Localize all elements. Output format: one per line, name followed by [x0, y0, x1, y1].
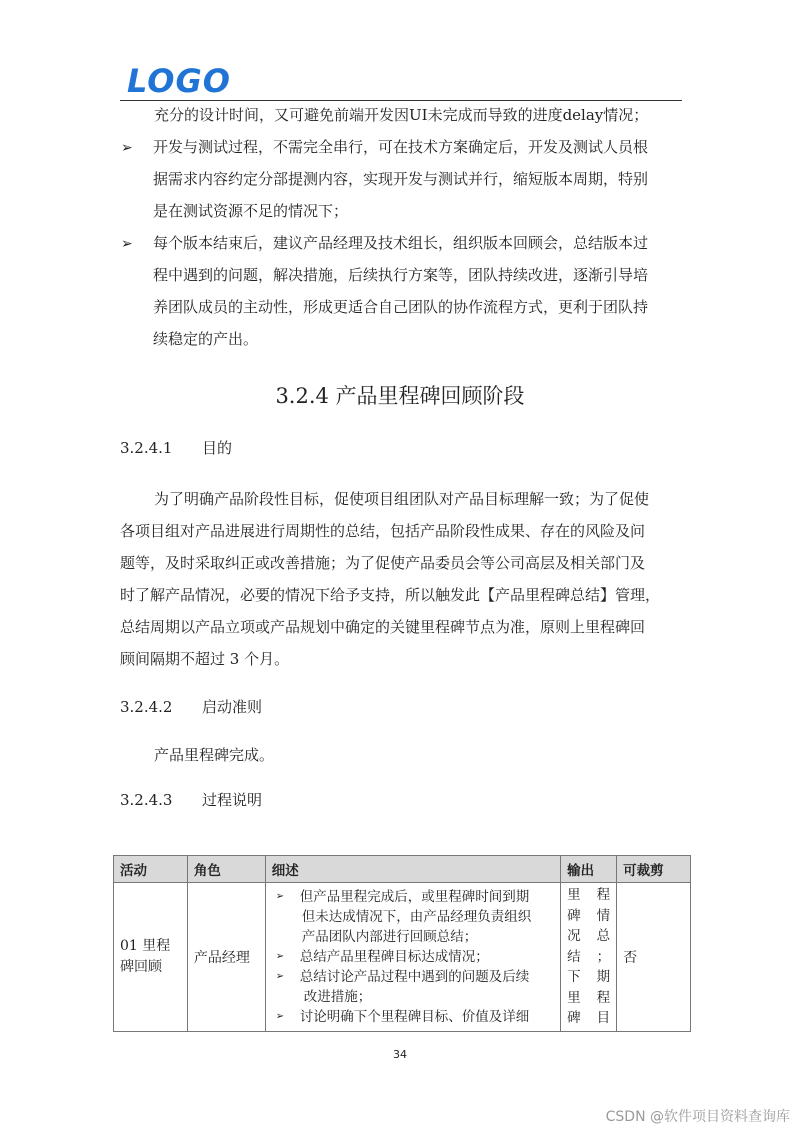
detail-item: [272, 887, 554, 947]
cell-activity: [114, 883, 188, 1032]
header-divider: [120, 100, 682, 101]
table-row: [114, 883, 691, 1032]
subsection-title: 过程说明: [202, 791, 263, 809]
bullet-arrow-icon: ➢: [275, 1010, 285, 1022]
header-role: 角色: [187, 856, 265, 883]
subsection-title: 目的: [202, 439, 233, 457]
header-detail: 细述: [265, 856, 560, 883]
header-activity: 活动: [114, 856, 188, 883]
detail-item: [272, 967, 554, 1007]
paragraph-line: 为了明确产品阶段性目标，促使项目组团队对产品目标理解一致；为了促使: [154, 490, 650, 508]
watermark: CSDN @软件项目资料查询库: [605, 1109, 790, 1125]
output-line: 里程: [567, 989, 611, 1006]
detail-line: 总结产品里程碑目标达成情况；: [299, 948, 489, 965]
table-header-row: [114, 856, 691, 883]
detail-line: 产品团队内部进行回顾总结；: [301, 928, 478, 945]
paragraph-line: 总结周期以产品立项或产品规划中确定的关键里程碑节点为准，原则上里程碑回: [120, 618, 646, 636]
bullet-line: 续稳定的产出。: [153, 330, 259, 348]
paragraph-line: 时了解产品情况，必要的情况下给予支持，所以触发此【产品里程碑总结】管理，: [120, 586, 661, 604]
detail-line: 改进措施；: [303, 988, 372, 1005]
activity-line: 碑回顾: [120, 958, 162, 975]
subsection-number: 3.2.4.1: [120, 439, 173, 457]
bullet-line: 养团队成员的主动性，形成更适合自己团队的协作流程方式，更利于团队持: [153, 298, 649, 316]
cell-output: [561, 883, 617, 1032]
bullet-line: 程中遇到的问题，解决措施，后续执行方案等，团队持续改进，逐渐引导培: [153, 266, 649, 284]
bullet-arrow-icon: ➢: [121, 140, 133, 156]
bullet-line: 每个版本结束后，建议产品经理及技术组长，组织版本回顾会，总结版本过: [153, 234, 649, 252]
output-line: 况总: [567, 928, 611, 944]
detail-line: 讨论明确下个里程碑目标、价值及详细: [299, 1008, 530, 1025]
bullet-arrow-icon: ➢: [275, 890, 285, 902]
paragraph-line: 顾间隔期不超过 3 个月。: [120, 650, 290, 668]
continuation-text: 充分的设计时间，又可避免前端开发因UI未完成而导致的进度delay情况；: [154, 106, 649, 124]
paragraph-line: 产品里程碑完成。: [154, 746, 275, 764]
bullet-arrow-icon: ➢: [275, 970, 285, 982]
bullet-arrow-icon: ➢: [121, 236, 133, 252]
detail-line: 总结讨论产品过程中遇到的问题及后续: [299, 968, 530, 985]
bullet-arrow-icon: ➢: [275, 950, 285, 962]
bullet-line: 据需求内容约定分部提测内容，实现开发与测试并行，缩短版本周期，特别: [153, 170, 649, 188]
detail-line: 但未达成情况下，由产品经理负责组织: [301, 908, 532, 925]
bullet-line: 是在测试资源不足的情况下；: [153, 202, 349, 220]
subsection-number: 3.2.4.3: [120, 791, 173, 809]
output-line: 碑目: [567, 1010, 611, 1026]
logo: LOGO: [127, 62, 231, 100]
detail-item: [272, 947, 554, 967]
output-line: 碑情: [567, 907, 611, 924]
process-table: [113, 855, 691, 1032]
output-line: 结；: [567, 948, 611, 965]
cell-role: 产品经理: [187, 883, 265, 1032]
activity-line: 01 里程: [120, 937, 171, 954]
section-title: 3.2.4 产品里程碑回顾阶段: [275, 384, 525, 408]
cell-detail: [265, 883, 560, 1032]
bullet-line: 开发与测试过程，不需完全串行，可在技术方案确定后，开发及测试人员根: [153, 138, 649, 156]
header-output: 输出: [561, 856, 617, 883]
subsection-number: 3.2.4.2: [120, 698, 173, 716]
cell-tailorable: 否: [617, 883, 691, 1032]
paragraph-line: 题等，及时采取纠正或改善措施；为了促使产品委员会等公司高层及相关部门及: [120, 554, 646, 572]
output-line: 下期: [567, 969, 611, 985]
page-number: 34: [393, 1048, 407, 1061]
detail-line: 但产品里程完成后，或里程碑时间到期: [299, 888, 530, 905]
header-tailorable: 可裁剪: [617, 856, 691, 883]
detail-item: [272, 1007, 554, 1027]
subsection-title: 启动准则: [202, 698, 263, 716]
paragraph-line: 各项目组对产品进展进行周期性的总结，包括产品阶段性成果、存在的风险及问: [120, 522, 646, 540]
output-line: 里程: [567, 887, 611, 903]
